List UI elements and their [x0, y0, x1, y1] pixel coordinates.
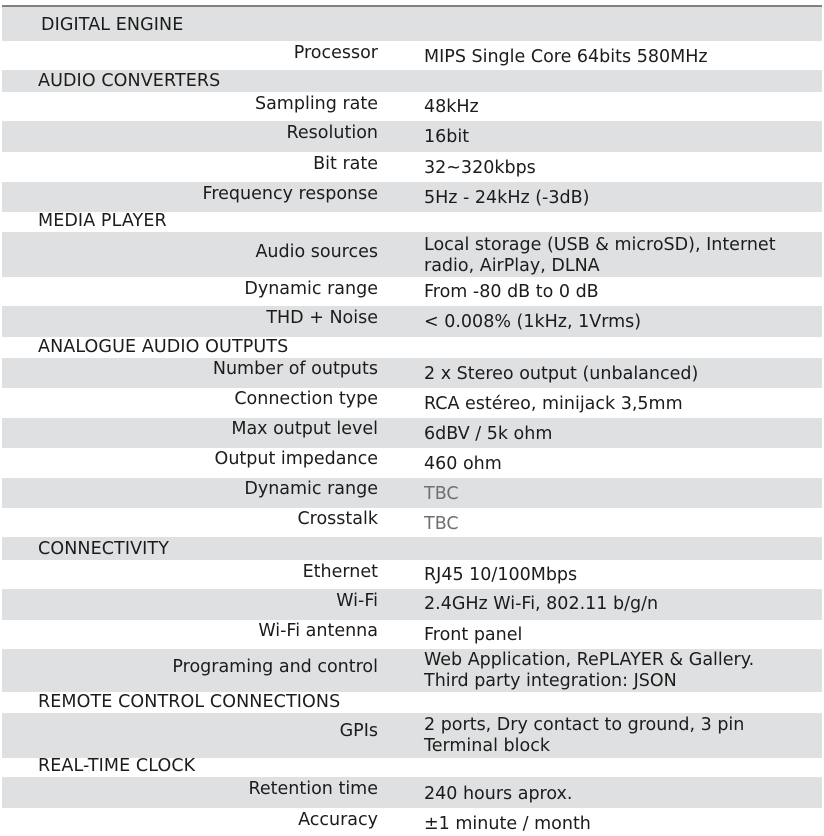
spec-value: Front panel: [424, 625, 523, 645]
spec-value: 2 x Stereo output (unbalanced): [424, 364, 699, 384]
spec-value: TBC: [424, 484, 459, 504]
spec-table: [2, 7, 822, 836]
spec-value-line1: Local storage (USB & microSD), Internet: [424, 235, 776, 255]
spec-row-programing-and-control: [2, 649, 822, 692]
spec-row-bit-rate: [2, 152, 822, 182]
spec-label: Programing and control: [172, 657, 378, 677]
spec-value: 16bit: [424, 127, 470, 147]
spec-row-processor: [2, 41, 822, 70]
spec-value-line1: 2 ports, Dry contact to ground, 3 pin: [424, 715, 745, 735]
spec-label: Crosstalk: [297, 509, 378, 529]
spec-label: Accuracy: [298, 810, 378, 830]
spec-row-wifi-antenna: [2, 620, 822, 649]
section-title: DIGITAL ENGINE: [41, 15, 184, 35]
spec-label: Sampling rate: [254, 94, 378, 114]
spec-label: GPIs: [339, 721, 378, 741]
spec-row-resolution: [2, 121, 822, 152]
spec-row-max-output-level: [2, 418, 822, 448]
spec-label: Connection type: [234, 389, 378, 409]
spec-label: Wi-Fi: [336, 591, 378, 611]
spec-value: 460 ohm: [424, 454, 502, 474]
spec-value-line1: Web Application, RePLAYER & Gallery.: [424, 650, 755, 670]
spec-label: Dynamic range: [244, 279, 378, 299]
spec-value: 32~320kbps: [424, 158, 536, 178]
spec-row-wifi: [2, 589, 822, 620]
spec-row-thd-noise: [2, 306, 822, 337]
spec-label: Max output level: [231, 419, 378, 439]
spec-row-retention-time: [2, 777, 822, 808]
spec-value: ±1 minute / month: [424, 814, 591, 834]
section-title: CONNECTIVITY: [38, 539, 170, 559]
spec-value: 48kHz: [424, 97, 479, 117]
section-header-audio-converters: [2, 70, 822, 92]
spec-row-crosstalk: [2, 508, 822, 537]
spec-row-number-of-outputs: [2, 358, 822, 388]
spec-label: Retention time: [248, 779, 378, 799]
spec-label: THD + Noise: [266, 308, 378, 328]
spec-label: Audio sources: [255, 242, 378, 262]
spec-row-dynamic-range: [2, 277, 822, 306]
spec-value: 2.4GHz Wi-Fi, 802.11 b/g/n: [424, 594, 659, 614]
spec-row-output-impedance: [2, 448, 822, 478]
spec-label: Number of outputs: [212, 359, 378, 379]
spec-row-dynamic-range-analogue: [2, 478, 822, 508]
spec-value: From -80 dB to 0 dB: [424, 282, 599, 302]
spec-label: Dynamic range: [244, 479, 378, 499]
spec-label: Processor: [293, 43, 378, 63]
spec-row-accuracy: [2, 808, 822, 836]
spec-value-line2: Terminal block: [424, 736, 550, 756]
spec-value-line2: Third party integration: JSON: [424, 671, 677, 691]
spec-row-frequency-response: [2, 182, 822, 212]
section-header-media-player: [2, 212, 822, 232]
section-header-analogue-audio-outputs: [2, 337, 822, 358]
section-title: REAL-TIME CLOCK: [38, 756, 196, 776]
spec-value: < 0.008% (1kHz, 1Vrms): [424, 312, 642, 332]
spec-value-line2: radio, AirPlay, DLNA: [424, 256, 600, 276]
section-title: ANALOGUE AUDIO OUTPUTS: [38, 337, 289, 357]
spec-value: RCA estéreo, minijack 3,5mm: [424, 394, 683, 414]
spec-row-sampling-rate: [2, 92, 822, 121]
spec-value: 240 hours aprox.: [424, 784, 573, 804]
section-title: MEDIA PLAYER: [38, 211, 167, 231]
section-header-real-time-clock: [2, 758, 822, 777]
spec-label: Output impedance: [214, 449, 378, 469]
spec-row-audio-sources: [2, 232, 822, 277]
spec-label: Resolution: [286, 123, 378, 143]
spec-value: 5Hz - 24kHz (-3dB): [424, 188, 590, 208]
section-header-digital-engine: [2, 7, 822, 41]
spec-row-ethernet: [2, 560, 822, 589]
spec-label: Frequency response: [202, 184, 378, 204]
spec-label: Ethernet: [302, 562, 378, 582]
spec-label: Wi-Fi antenna: [258, 621, 378, 641]
section-title: REMOTE CONTROL CONNECTIONS: [38, 692, 341, 712]
spec-label: Bit rate: [313, 154, 378, 174]
spec-row-connection-type: [2, 388, 822, 418]
section-header-remote-control-connections: [2, 692, 822, 713]
spec-value: 6dBV / 5k ohm: [424, 424, 553, 444]
spec-value: TBC: [424, 514, 459, 534]
section-header-connectivity: [2, 537, 822, 560]
spec-row-gpis: [2, 713, 822, 758]
spec-value: RJ45 10/100Mbps: [424, 565, 578, 585]
section-title: AUDIO CONVERTERS: [38, 71, 221, 91]
spec-value: MIPS Single Core 64bits 580MHz: [424, 47, 708, 67]
